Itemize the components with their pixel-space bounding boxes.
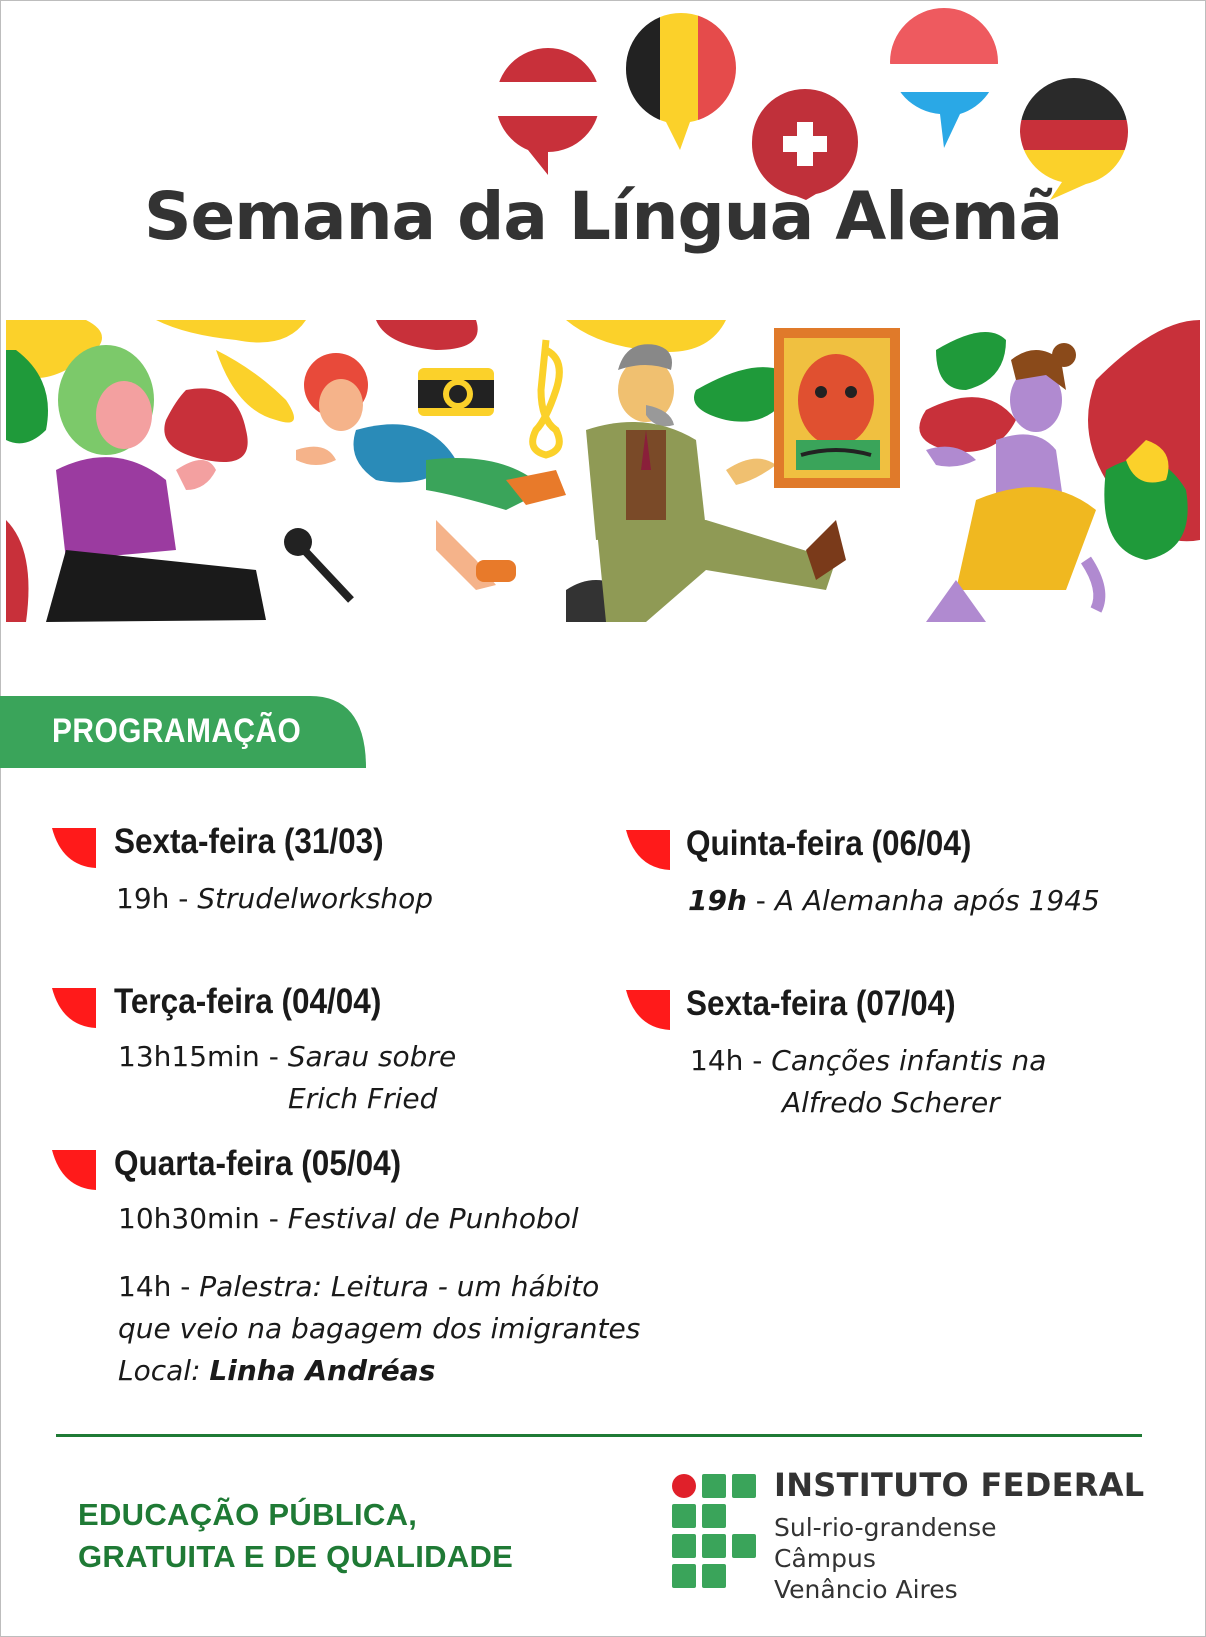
flag-bubbles — [0, 0, 1206, 200]
event-desc-cont: que veio na bagagem dos imigrantes — [118, 1312, 641, 1345]
event-time: 13h15min — [118, 1040, 260, 1073]
institution-details — [774, 1512, 997, 1605]
event-desc: Strudelworkshop — [197, 882, 434, 915]
event-desc: Festival de Punhobol — [287, 1202, 579, 1235]
event-sep: - — [169, 882, 198, 915]
event-desc: Canções infantis na — [771, 1044, 1047, 1077]
event-item — [118, 1036, 456, 1078]
event-time: 19h — [688, 884, 747, 917]
red-marker-icon — [52, 828, 96, 868]
event-location — [118, 1350, 435, 1392]
event-item — [688, 880, 1100, 922]
flag-austria-bubble-icon — [490, 40, 610, 186]
footer-slogan — [78, 1494, 513, 1578]
event-time: 14h — [118, 1270, 172, 1303]
event-time: 10h30min — [118, 1202, 260, 1235]
red-marker-icon — [52, 1150, 96, 1190]
event-sep: - — [259, 1202, 288, 1235]
slogan-line-1: EDUCAÇÃO PÚBLICA, — [78, 1497, 418, 1532]
event-item — [116, 878, 433, 920]
red-marker-icon — [52, 988, 96, 1028]
event-time: 19h — [116, 882, 170, 915]
institution-sub-1: Sul-rio-grandense — [774, 1513, 997, 1542]
day-heading: Quinta-feira (06/04) — [686, 824, 972, 863]
footer-divider — [56, 1434, 1142, 1437]
event-time: 14h — [690, 1044, 744, 1077]
day-heading: Sexta-feira (31/03) — [114, 822, 384, 861]
event-desc-cont: Alfredo Scherer — [782, 1086, 1000, 1119]
flag-luxembourg-bubble-icon — [884, 0, 1004, 162]
programacao-label: PROGRAMAÇÃO — [52, 712, 302, 750]
event-sep: - — [743, 1044, 772, 1077]
event-desc: Sarau sobre — [287, 1040, 457, 1073]
institution-sub-3: Venâncio Aires — [774, 1575, 958, 1604]
event-desc: Palestra: Leitura - um hábito — [199, 1270, 600, 1303]
event-sep: - — [259, 1040, 288, 1073]
day-heading: Quarta-feira (05/04) — [114, 1144, 402, 1183]
event-desc: A Alemanha após 1945 — [774, 884, 1100, 917]
event-item — [690, 1040, 1046, 1082]
event-item — [118, 1198, 579, 1240]
illustration-banner — [6, 320, 1200, 622]
event-desc-cont: Erich Fried — [288, 1082, 438, 1115]
day-heading: Sexta-feira (07/04) — [686, 984, 956, 1023]
institution-sub-2: Câmpus — [774, 1544, 876, 1573]
day-heading: Terça-feira (04/04) — [114, 982, 382, 1021]
event-sep: - — [171, 1270, 200, 1303]
slogan-line-2: GRATUITA E DE QUALIDADE — [78, 1539, 514, 1574]
event-item — [118, 1266, 599, 1308]
red-marker-icon — [626, 830, 670, 870]
page-title: Semana da Língua Alemã — [143, 178, 1063, 255]
if-logo-icon — [672, 1474, 772, 1624]
location-value: Linha Andréas — [209, 1354, 436, 1387]
institution-name: INSTITUTO FEDERAL — [774, 1466, 1145, 1504]
location-label: Local: — [118, 1354, 210, 1387]
red-marker-icon — [626, 990, 670, 1030]
flag-belgium-bubble-icon — [620, 0, 742, 160]
event-sep: - — [746, 884, 775, 917]
